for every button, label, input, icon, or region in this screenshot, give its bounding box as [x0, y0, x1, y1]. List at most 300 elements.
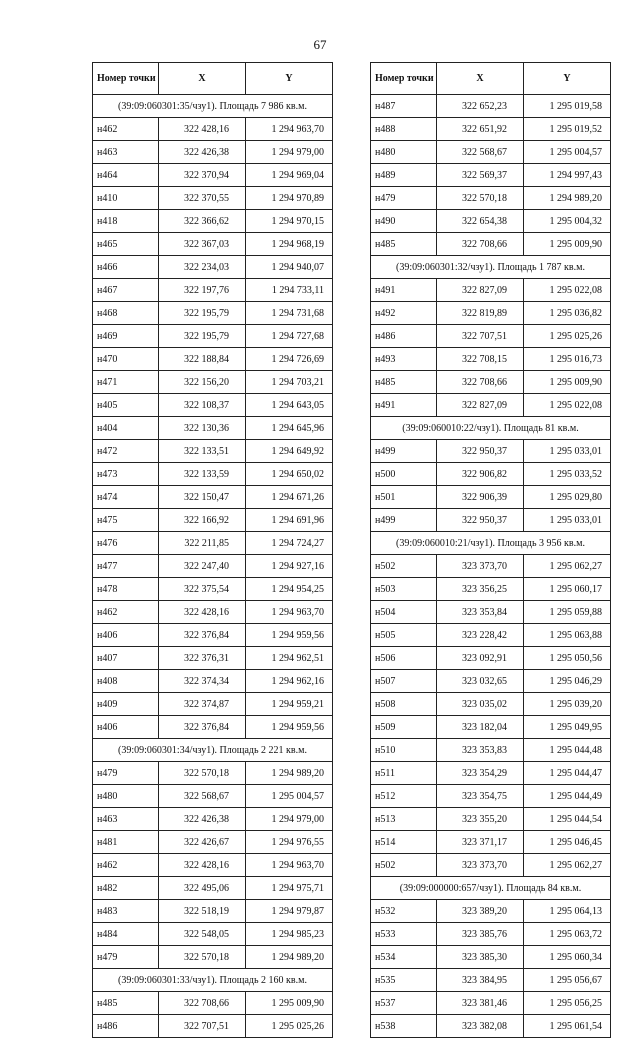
- table-row: [93, 141, 333, 164]
- table-row: [93, 210, 333, 233]
- table-row: [93, 762, 333, 785]
- y-coordinate-cell: 1 295 049,95: [524, 716, 611, 739]
- y-coordinate-cell: 1 295 046,45: [524, 831, 611, 854]
- point-number-cell: н470: [93, 348, 159, 371]
- table-header-row: [371, 63, 611, 95]
- y-coordinate-cell: 1 295 022,08: [524, 394, 611, 417]
- y-coordinate-cell: 1 294 645,96: [246, 417, 333, 440]
- y-coordinate-cell: 1 295 063,88: [524, 624, 611, 647]
- table-row: [371, 164, 611, 187]
- point-number-cell: н408: [93, 670, 159, 693]
- table-row: [371, 233, 611, 256]
- x-coordinate-cell: 323 228,42: [437, 624, 524, 647]
- point-number-cell: н468: [93, 302, 159, 325]
- point-number-cell: н491: [371, 394, 437, 417]
- point-number-cell: н475: [93, 509, 159, 532]
- section-row: [371, 256, 611, 279]
- point-number-cell: н491: [371, 279, 437, 302]
- point-number-cell: н483: [93, 900, 159, 923]
- section-row: [371, 417, 611, 440]
- point-number-cell: н465: [93, 233, 159, 256]
- x-coordinate-cell: 322 906,82: [437, 463, 524, 486]
- table-row: [93, 831, 333, 854]
- point-number-cell: н505: [371, 624, 437, 647]
- point-number-cell: н480: [93, 785, 159, 808]
- x-coordinate-cell: 323 384,95: [437, 969, 524, 992]
- x-coordinate-cell: 322 708,15: [437, 348, 524, 371]
- table-row: [93, 118, 333, 141]
- y-coordinate-cell: 1 294 962,51: [246, 647, 333, 670]
- point-number-cell: н512: [371, 785, 437, 808]
- x-coordinate-cell: 323 354,29: [437, 762, 524, 785]
- x-coordinate-cell: 322 133,51: [159, 440, 246, 463]
- x-coordinate-cell: 322 370,55: [159, 187, 246, 210]
- x-coordinate-cell: 323 385,30: [437, 946, 524, 969]
- table-row: [371, 854, 611, 877]
- table-row: [371, 624, 611, 647]
- y-coordinate-cell: 1 295 033,01: [524, 509, 611, 532]
- y-coordinate-cell: 1 294 976,55: [246, 831, 333, 854]
- x-coordinate-cell: 323 373,70: [437, 555, 524, 578]
- table-row: [93, 509, 333, 532]
- x-coordinate-cell: 322 376,31: [159, 647, 246, 670]
- table-row: [93, 325, 333, 348]
- x-coordinate-cell: 322 428,16: [159, 601, 246, 624]
- x-coordinate-cell: 323 356,25: [437, 578, 524, 601]
- x-coordinate-cell: 322 234,03: [159, 256, 246, 279]
- y-coordinate-cell: 1 294 985,23: [246, 923, 333, 946]
- x-coordinate-cell: 322 156,20: [159, 371, 246, 394]
- x-coordinate-cell: 322 708,66: [159, 992, 246, 1015]
- point-number-cell: н477: [93, 555, 159, 578]
- table-row: [371, 693, 611, 716]
- table-row: [93, 578, 333, 601]
- table-row: [93, 532, 333, 555]
- y-coordinate-cell: 1 295 059,88: [524, 601, 611, 624]
- table-row: [93, 486, 333, 509]
- table-body-right: [371, 95, 611, 1038]
- table-row: [371, 808, 611, 831]
- y-coordinate-cell: 1 294 727,68: [246, 325, 333, 348]
- point-number-cell: н501: [371, 486, 437, 509]
- y-coordinate-cell: 1 295 019,58: [524, 95, 611, 118]
- y-coordinate-cell: 1 294 703,21: [246, 371, 333, 394]
- point-number-cell: н486: [371, 325, 437, 348]
- point-number-cell: н499: [371, 509, 437, 532]
- point-number-cell: н479: [371, 187, 437, 210]
- x-coordinate-cell: 322 906,39: [437, 486, 524, 509]
- table-row: [371, 785, 611, 808]
- point-number-cell: н463: [93, 808, 159, 831]
- y-coordinate-cell: 1 295 061,54: [524, 1015, 611, 1038]
- table-row: [371, 670, 611, 693]
- point-number-cell: н467: [93, 279, 159, 302]
- point-number-cell: н466: [93, 256, 159, 279]
- x-coordinate-cell: 323 035,02: [437, 693, 524, 716]
- x-coordinate-cell: 322 376,84: [159, 624, 246, 647]
- point-number-cell: н409: [93, 693, 159, 716]
- point-number-cell: н410: [93, 187, 159, 210]
- y-coordinate-cell: 1 294 979,00: [246, 141, 333, 164]
- y-coordinate-cell: 1 294 968,19: [246, 233, 333, 256]
- table-row: [93, 256, 333, 279]
- table-row: [371, 762, 611, 785]
- y-coordinate-cell: 1 295 056,67: [524, 969, 611, 992]
- table-row: [93, 1015, 333, 1038]
- table-row: [93, 946, 333, 969]
- x-coordinate-cell: 322 569,37: [437, 164, 524, 187]
- page-number: 67: [313, 37, 327, 52]
- point-number-cell: н502: [371, 555, 437, 578]
- x-coordinate-cell: 322 376,84: [159, 716, 246, 739]
- table-row: [371, 831, 611, 854]
- table-row: [371, 440, 611, 463]
- x-coordinate-cell: 322 708,66: [437, 233, 524, 256]
- table-row: [93, 371, 333, 394]
- table-row: [371, 141, 611, 164]
- point-number-cell: н462: [93, 118, 159, 141]
- x-coordinate-cell: 322 495,06: [159, 877, 246, 900]
- point-number-cell: н469: [93, 325, 159, 348]
- x-coordinate-cell: 322 108,37: [159, 394, 246, 417]
- point-number-cell: н488: [371, 118, 437, 141]
- point-number-cell: н508: [371, 693, 437, 716]
- x-coordinate-cell: 322 197,76: [159, 279, 246, 302]
- y-coordinate-cell: 1 294 979,00: [246, 808, 333, 831]
- x-coordinate-cell: 323 385,76: [437, 923, 524, 946]
- point-number-cell: н503: [371, 578, 437, 601]
- x-coordinate-cell: 322 366,62: [159, 210, 246, 233]
- y-coordinate-cell: 1 295 056,25: [524, 992, 611, 1015]
- x-coordinate-cell: 322 819,89: [437, 302, 524, 325]
- y-coordinate-cell: 1 294 731,68: [246, 302, 333, 325]
- y-coordinate-cell: 1 295 004,32: [524, 210, 611, 233]
- coordinates-table-left: [92, 62, 333, 1038]
- x-coordinate-cell: 323 032,65: [437, 670, 524, 693]
- table-row: [371, 302, 611, 325]
- section-row: [93, 969, 333, 992]
- table-row: [93, 417, 333, 440]
- table-row: [93, 716, 333, 739]
- y-coordinate-cell: 1 294 959,56: [246, 624, 333, 647]
- y-coordinate-cell: 1 295 044,48: [524, 739, 611, 762]
- table-row: [93, 670, 333, 693]
- point-number-cell: н485: [371, 233, 437, 256]
- x-coordinate-cell: 322 195,79: [159, 302, 246, 325]
- point-number-cell: н504: [371, 601, 437, 624]
- x-coordinate-cell: 323 382,08: [437, 1015, 524, 1038]
- table-row: [93, 877, 333, 900]
- point-number-cell: н473: [93, 463, 159, 486]
- table-row: [371, 325, 611, 348]
- x-coordinate-cell: 322 651,92: [437, 118, 524, 141]
- point-number-cell: н493: [371, 348, 437, 371]
- x-coordinate-cell: 322 950,37: [437, 440, 524, 463]
- y-coordinate-cell: 1 294 691,96: [246, 509, 333, 532]
- y-coordinate-cell: 1 294 989,20: [246, 762, 333, 785]
- point-number-cell: н510: [371, 739, 437, 762]
- point-number-cell: н537: [371, 992, 437, 1015]
- x-coordinate-cell: 322 428,16: [159, 854, 246, 877]
- y-coordinate-cell: 1 295 062,27: [524, 854, 611, 877]
- y-coordinate-cell: 1 295 064,13: [524, 900, 611, 923]
- table-row: [371, 739, 611, 762]
- point-number-cell: н407: [93, 647, 159, 670]
- table-row: [93, 647, 333, 670]
- y-coordinate-cell: 1 294 979,87: [246, 900, 333, 923]
- point-number-cell: н404: [93, 417, 159, 440]
- table-row: [371, 210, 611, 233]
- y-coordinate-cell: 1 294 940,07: [246, 256, 333, 279]
- point-number-cell: н482: [93, 877, 159, 900]
- header-y: Y: [524, 63, 611, 95]
- x-coordinate-cell: 322 247,40: [159, 555, 246, 578]
- table-row: [93, 463, 333, 486]
- x-coordinate-cell: 322 654,38: [437, 210, 524, 233]
- point-number-cell: н462: [93, 601, 159, 624]
- x-coordinate-cell: 322 518,19: [159, 900, 246, 923]
- table-row: [371, 578, 611, 601]
- y-coordinate-cell: 1 295 029,80: [524, 486, 611, 509]
- table-row: [371, 486, 611, 509]
- section-caption: (39:09:060301:35/чзу1). Площадь 7 986 кв.м.: [93, 95, 333, 118]
- y-coordinate-cell: 1 294 963,70: [246, 601, 333, 624]
- table-row: [93, 279, 333, 302]
- y-coordinate-cell: 1 294 963,70: [246, 854, 333, 877]
- point-number-cell: н511: [371, 762, 437, 785]
- y-coordinate-cell: 1 295 062,27: [524, 555, 611, 578]
- y-coordinate-cell: 1 294 733,11: [246, 279, 333, 302]
- section-row: [93, 95, 333, 118]
- x-coordinate-cell: 322 428,16: [159, 118, 246, 141]
- y-coordinate-cell: 1 294 954,25: [246, 578, 333, 601]
- point-number-cell: н479: [93, 762, 159, 785]
- point-number-cell: н487: [371, 95, 437, 118]
- section-caption: (39:09:060301:34/чзу1). Площадь 2 221 кв.м.: [93, 739, 333, 762]
- point-number-cell: н476: [93, 532, 159, 555]
- table-row: [93, 808, 333, 831]
- point-number-cell: н538: [371, 1015, 437, 1038]
- point-number-cell: н506: [371, 647, 437, 670]
- y-coordinate-cell: 1 295 044,49: [524, 785, 611, 808]
- table-row: [371, 463, 611, 486]
- y-coordinate-cell: 1 294 671,26: [246, 486, 333, 509]
- point-number-cell: н463: [93, 141, 159, 164]
- x-coordinate-cell: 322 374,34: [159, 670, 246, 693]
- y-coordinate-cell: 1 294 963,70: [246, 118, 333, 141]
- y-coordinate-cell: 1 295 044,54: [524, 808, 611, 831]
- table-row: [371, 118, 611, 141]
- y-coordinate-cell: 1 295 004,57: [524, 141, 611, 164]
- x-coordinate-cell: 322 568,67: [159, 785, 246, 808]
- table-row: [371, 923, 611, 946]
- table-row: [93, 624, 333, 647]
- y-coordinate-cell: 1 294 962,16: [246, 670, 333, 693]
- point-number-cell: н406: [93, 624, 159, 647]
- point-number-cell: н479: [93, 946, 159, 969]
- x-coordinate-cell: 322 827,09: [437, 279, 524, 302]
- table-row: [371, 394, 611, 417]
- table-row: [93, 693, 333, 716]
- table-row: [371, 992, 611, 1015]
- point-number-cell: н462: [93, 854, 159, 877]
- y-coordinate-cell: 1 294 997,43: [524, 164, 611, 187]
- section-caption: (39:09:060301:32/чзу1). Площадь 1 787 кв.м.: [371, 256, 611, 279]
- x-coordinate-cell: 323 354,75: [437, 785, 524, 808]
- x-coordinate-cell: 322 188,84: [159, 348, 246, 371]
- table-row: [371, 900, 611, 923]
- x-coordinate-cell: 322 375,54: [159, 578, 246, 601]
- point-number-cell: н474: [93, 486, 159, 509]
- y-coordinate-cell: 1 295 004,57: [246, 785, 333, 808]
- x-coordinate-cell: 322 370,94: [159, 164, 246, 187]
- x-coordinate-cell: 322 374,87: [159, 693, 246, 716]
- x-coordinate-cell: 322 426,67: [159, 831, 246, 854]
- point-number-cell: н484: [93, 923, 159, 946]
- x-coordinate-cell: 322 570,18: [437, 187, 524, 210]
- table-row: [93, 555, 333, 578]
- x-coordinate-cell: 323 373,70: [437, 854, 524, 877]
- x-coordinate-cell: 323 092,91: [437, 647, 524, 670]
- y-coordinate-cell: 1 295 060,34: [524, 946, 611, 969]
- table-body-left: [93, 95, 333, 1038]
- point-number-cell: н478: [93, 578, 159, 601]
- y-coordinate-cell: 1 294 927,16: [246, 555, 333, 578]
- x-coordinate-cell: 323 353,83: [437, 739, 524, 762]
- point-number-cell: н509: [371, 716, 437, 739]
- y-coordinate-cell: 1 295 016,73: [524, 348, 611, 371]
- y-coordinate-cell: 1 294 989,20: [246, 946, 333, 969]
- x-coordinate-cell: 322 570,18: [159, 762, 246, 785]
- y-coordinate-cell: 1 295 060,17: [524, 578, 611, 601]
- table-row: [371, 969, 611, 992]
- y-coordinate-cell: 1 294 959,56: [246, 716, 333, 739]
- point-number-cell: н490: [371, 210, 437, 233]
- table-row: [371, 95, 611, 118]
- y-coordinate-cell: 1 294 649,92: [246, 440, 333, 463]
- table-row: [93, 348, 333, 371]
- point-number-cell: н492: [371, 302, 437, 325]
- point-number-cell: н406: [93, 716, 159, 739]
- point-number-cell: н535: [371, 969, 437, 992]
- x-coordinate-cell: 322 130,36: [159, 417, 246, 440]
- point-number-cell: н486: [93, 1015, 159, 1038]
- x-coordinate-cell: 322 827,09: [437, 394, 524, 417]
- section-caption: (39:09:060301:33/чзу1). Площадь 2 160 кв.м.: [93, 969, 333, 992]
- y-coordinate-cell: 1 295 039,20: [524, 693, 611, 716]
- x-coordinate-cell: 322 166,92: [159, 509, 246, 532]
- table-row: [93, 923, 333, 946]
- x-coordinate-cell: 323 389,20: [437, 900, 524, 923]
- y-coordinate-cell: 1 295 033,52: [524, 463, 611, 486]
- x-coordinate-cell: 322 950,37: [437, 509, 524, 532]
- x-coordinate-cell: 322 707,51: [159, 1015, 246, 1038]
- x-coordinate-cell: 322 707,51: [437, 325, 524, 348]
- header-point-number: Номер точки: [371, 63, 437, 95]
- point-number-cell: н472: [93, 440, 159, 463]
- section-row: [93, 739, 333, 762]
- x-coordinate-cell: 322 367,03: [159, 233, 246, 256]
- point-number-cell: н480: [371, 141, 437, 164]
- point-number-cell: н418: [93, 210, 159, 233]
- y-coordinate-cell: 1 295 022,08: [524, 279, 611, 302]
- table-row: [93, 233, 333, 256]
- y-coordinate-cell: 1 295 063,72: [524, 923, 611, 946]
- point-number-cell: н489: [371, 164, 437, 187]
- x-coordinate-cell: 323 355,20: [437, 808, 524, 831]
- y-coordinate-cell: 1 294 959,21: [246, 693, 333, 716]
- table-row: [93, 785, 333, 808]
- point-number-cell: н532: [371, 900, 437, 923]
- y-coordinate-cell: 1 295 025,26: [246, 1015, 333, 1038]
- point-number-cell: н507: [371, 670, 437, 693]
- table-header-row: [93, 63, 333, 95]
- x-coordinate-cell: 322 708,66: [437, 371, 524, 394]
- point-number-cell: н464: [93, 164, 159, 187]
- x-coordinate-cell: 322 211,85: [159, 532, 246, 555]
- point-number-cell: н514: [371, 831, 437, 854]
- table-row: [371, 601, 611, 624]
- point-number-cell: н471: [93, 371, 159, 394]
- y-coordinate-cell: 1 295 009,90: [246, 992, 333, 1015]
- table-row: [371, 348, 611, 371]
- x-coordinate-cell: 323 182,04: [437, 716, 524, 739]
- table-row: [371, 555, 611, 578]
- table-row: [371, 279, 611, 302]
- table-row: [93, 440, 333, 463]
- x-coordinate-cell: 322 568,67: [437, 141, 524, 164]
- x-coordinate-cell: 322 570,18: [159, 946, 246, 969]
- y-coordinate-cell: 1 295 046,29: [524, 670, 611, 693]
- point-number-cell: н513: [371, 808, 437, 831]
- point-number-cell: н485: [93, 992, 159, 1015]
- point-number-cell: н405: [93, 394, 159, 417]
- y-coordinate-cell: 1 294 724,27: [246, 532, 333, 555]
- section-caption: (39:09:060010:22/чзу1). Площадь 81 кв.м.: [371, 417, 611, 440]
- point-number-cell: н485: [371, 371, 437, 394]
- section-row: [371, 877, 611, 900]
- y-coordinate-cell: 1 295 025,26: [524, 325, 611, 348]
- table-row: [93, 164, 333, 187]
- header-x: X: [159, 63, 246, 95]
- table-row: [93, 394, 333, 417]
- y-coordinate-cell: 1 295 033,01: [524, 440, 611, 463]
- x-coordinate-cell: 323 371,17: [437, 831, 524, 854]
- point-number-cell: н481: [93, 831, 159, 854]
- header-y: Y: [246, 63, 333, 95]
- y-coordinate-cell: 1 295 036,82: [524, 302, 611, 325]
- y-coordinate-cell: 1 294 975,71: [246, 877, 333, 900]
- table-row: [93, 854, 333, 877]
- table-row: [93, 302, 333, 325]
- header-x: X: [437, 63, 524, 95]
- point-number-cell: н502: [371, 854, 437, 877]
- y-coordinate-cell: 1 294 726,69: [246, 348, 333, 371]
- section-caption: (39:09:060010:21/чзу1). Площадь 3 956 кв.м.: [371, 532, 611, 555]
- table-row: [93, 992, 333, 1015]
- y-coordinate-cell: 1 295 009,90: [524, 233, 611, 256]
- x-coordinate-cell: 322 426,38: [159, 808, 246, 831]
- point-number-cell: н534: [371, 946, 437, 969]
- section-caption: (39:09:000000:657/чзу1). Площадь 84 кв.м.: [371, 877, 611, 900]
- section-row: [371, 532, 611, 555]
- x-coordinate-cell: 322 652,23: [437, 95, 524, 118]
- coordinates-table-right: [370, 62, 611, 1038]
- header-point-number: Номер точки: [93, 63, 159, 95]
- table-row: [93, 601, 333, 624]
- table-row: [371, 371, 611, 394]
- y-coordinate-cell: 1 295 019,52: [524, 118, 611, 141]
